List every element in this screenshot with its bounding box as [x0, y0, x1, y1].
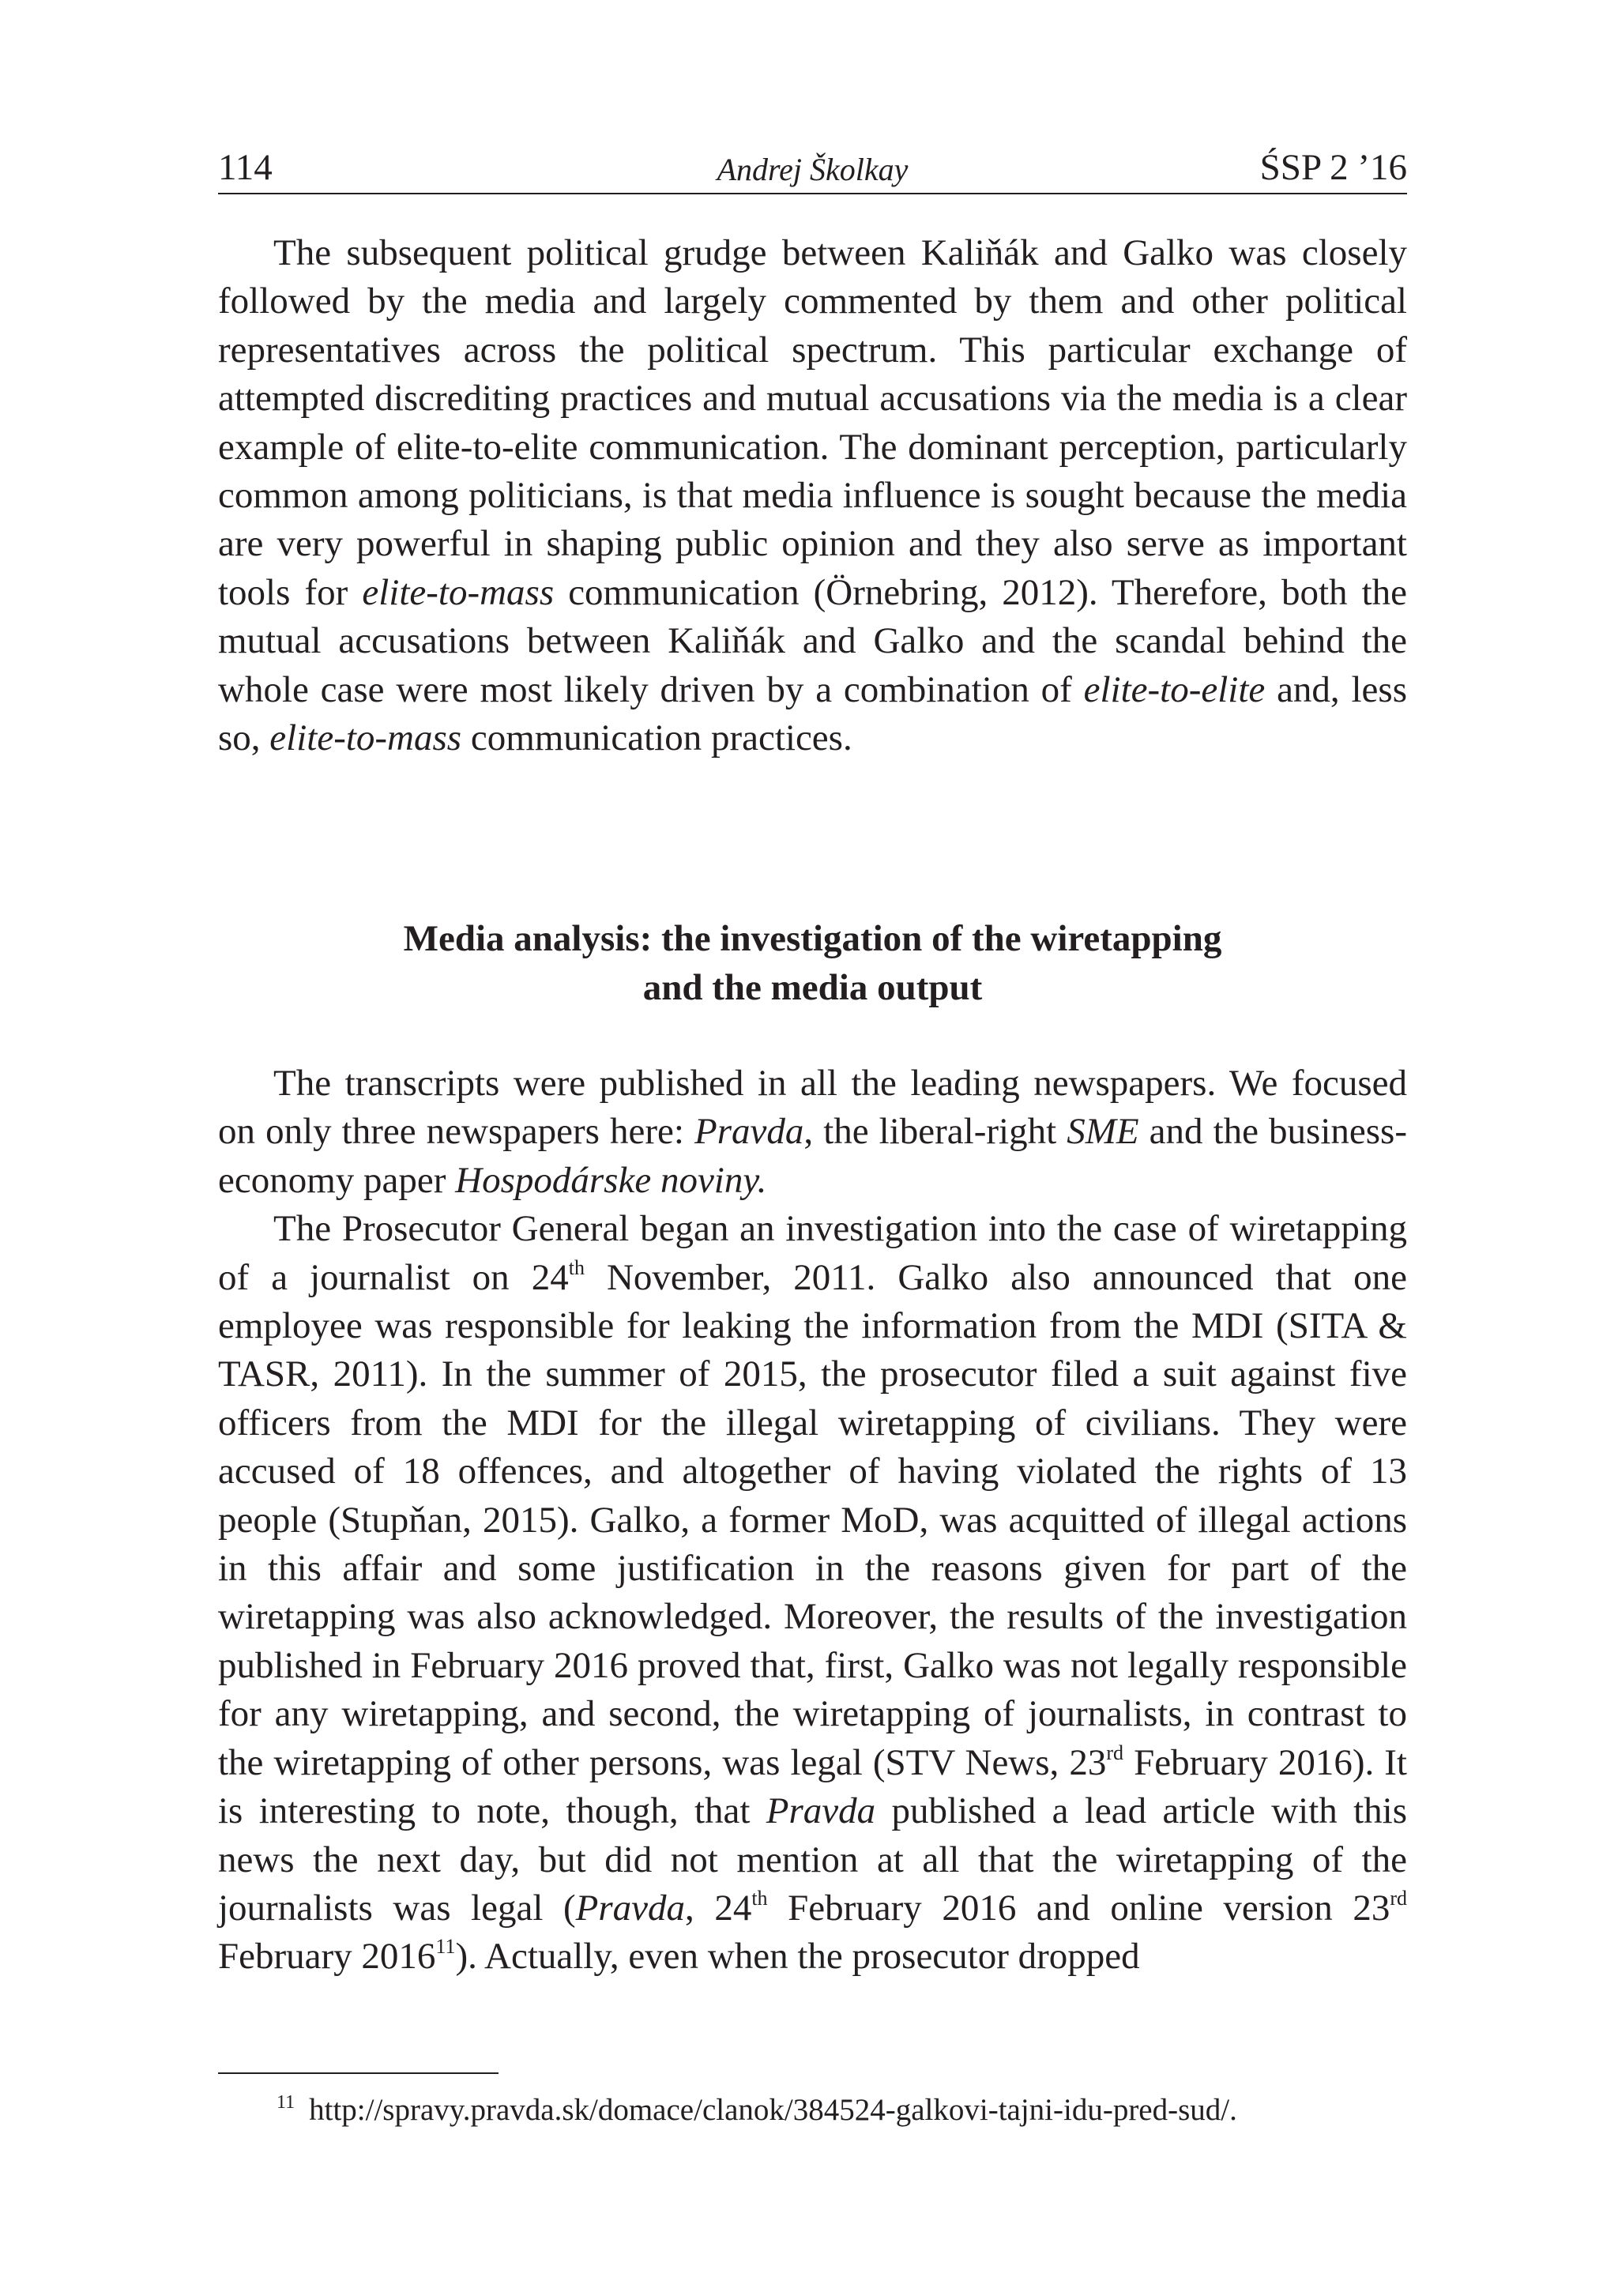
text-run: The transcripts were published in all the leading newspapers. We focused on only three newspapers here:: [218, 1063, 1407, 1153]
text-run: February 2016: [218, 1936, 436, 1978]
section-heading-line: and the media output: [642, 967, 983, 1008]
text-run: and, less so,: [218, 668, 1407, 759]
text-run: communication (Örnebring, 2012). Therefore, both the mutual accusations between Kaliňák and Galko and the scandal behind the whole case were most likely driven by a combination of: [218, 571, 1407, 710]
ordinal-suffix: th: [568, 1255, 585, 1279]
footnote: [277, 2090, 1407, 2131]
italic-term: Pravda: [575, 1887, 685, 1929]
ordinal-suffix: th: [751, 1886, 768, 1910]
paragraph-prosecutor-investigation: [218, 1205, 1407, 1982]
paragraph-transcripts: [218, 1060, 1407, 1205]
body-text-lower: [218, 1060, 1407, 1982]
ordinal-suffix: rd: [1390, 1886, 1407, 1910]
paragraph-kalinak-galko-grudge: [218, 229, 1407, 762]
footnote-separator: [218, 2072, 499, 2074]
running-head-journal: ŚSP 2 ’16: [1259, 147, 1407, 188]
text-run: February 2016). It is interesting to note, though, that: [218, 1741, 1407, 1832]
italic-term: SME: [1067, 1111, 1139, 1153]
running-head-author: Andrej Školkay: [717, 152, 909, 187]
text-run: and the business-economy paper: [218, 1111, 1407, 1201]
text-run: February 2016 and online version 23: [767, 1887, 1390, 1929]
italic-term: Hospodárske noviny.: [455, 1159, 767, 1201]
text-run: ). Actually, even when the prosecutor dropped: [455, 1936, 1140, 1978]
section-heading-line: Media analysis: the investigation of the wiretapping: [403, 918, 1222, 959]
footnote-reference[interactable]: 11: [435, 1935, 456, 1959]
running-head: [218, 142, 1407, 194]
section-heading: [218, 914, 1407, 1012]
italic-term: elite-to-mass: [269, 717, 462, 759]
text-run: November, 2011. Galko also announced that one employee was responsible for leaking the information from the MDI (SITA & TASR, 2011). In the summer of 2015, the prosecutor filed a suit against five officers from the MDI for the illegal wiretapping of civilians. They were accused of 18 offences, and altogether of having violated the rights of 13 people (Stupňan, 2015). Galko, a former MoD, was acquitted of illegal actions in this affair and some justification in the reasons given for part of the wiretapping was also acknowledged. Moreover, the results of the investigation published in February 2016 proved that, first, Galko was not legally responsible for any wiretapping, and second, the wiretapping of journalists, in contrast to the wiretapping of other persons, was legal (STV News, 23: [218, 1256, 1407, 1783]
page-number: 114: [218, 147, 273, 188]
italic-term: elite-to-mass: [362, 571, 555, 613]
italic-term: Pravda: [694, 1111, 804, 1153]
text-run: The Prosecutor General began an investigation into the case of wiretapping of a journalist on 24: [218, 1208, 1407, 1298]
italic-term: elite-to-elite: [1083, 668, 1266, 710]
text-run: communication practices.: [461, 717, 852, 759]
text-run: , 24: [685, 1887, 752, 1929]
text-run: The subsequent political grudge between Kaliňák and Galko was closely followed by the media and largely commented by them and other political representatives across the political spectrum. This particular exchange of attempted discrediting practices and mutual accusations via the media is a clear example of elite-to-elite communication. The dominant perception, particularly common among politicians, is that media influence is sought because the media are very powerful in shaping public opinion and they also serve as important tools for: [218, 232, 1407, 613]
body-text-upper: [218, 229, 1407, 762]
ordinal-suffix: rd: [1106, 1741, 1124, 1764]
text-run: published a lead article with this news the next day, but did not mention at all that the wiretapping of the journalists was legal (: [218, 1790, 1407, 1929]
footnote-number: 11: [277, 2092, 295, 2113]
text-run: , the liberal-right: [803, 1111, 1067, 1153]
footnote-url[interactable]: http://spravy.pravda.sk/domace/clanok/384524-galkovi-tajni-idu-pred-sud/.: [309, 2093, 1237, 2127]
italic-term: Pravda: [766, 1790, 876, 1832]
